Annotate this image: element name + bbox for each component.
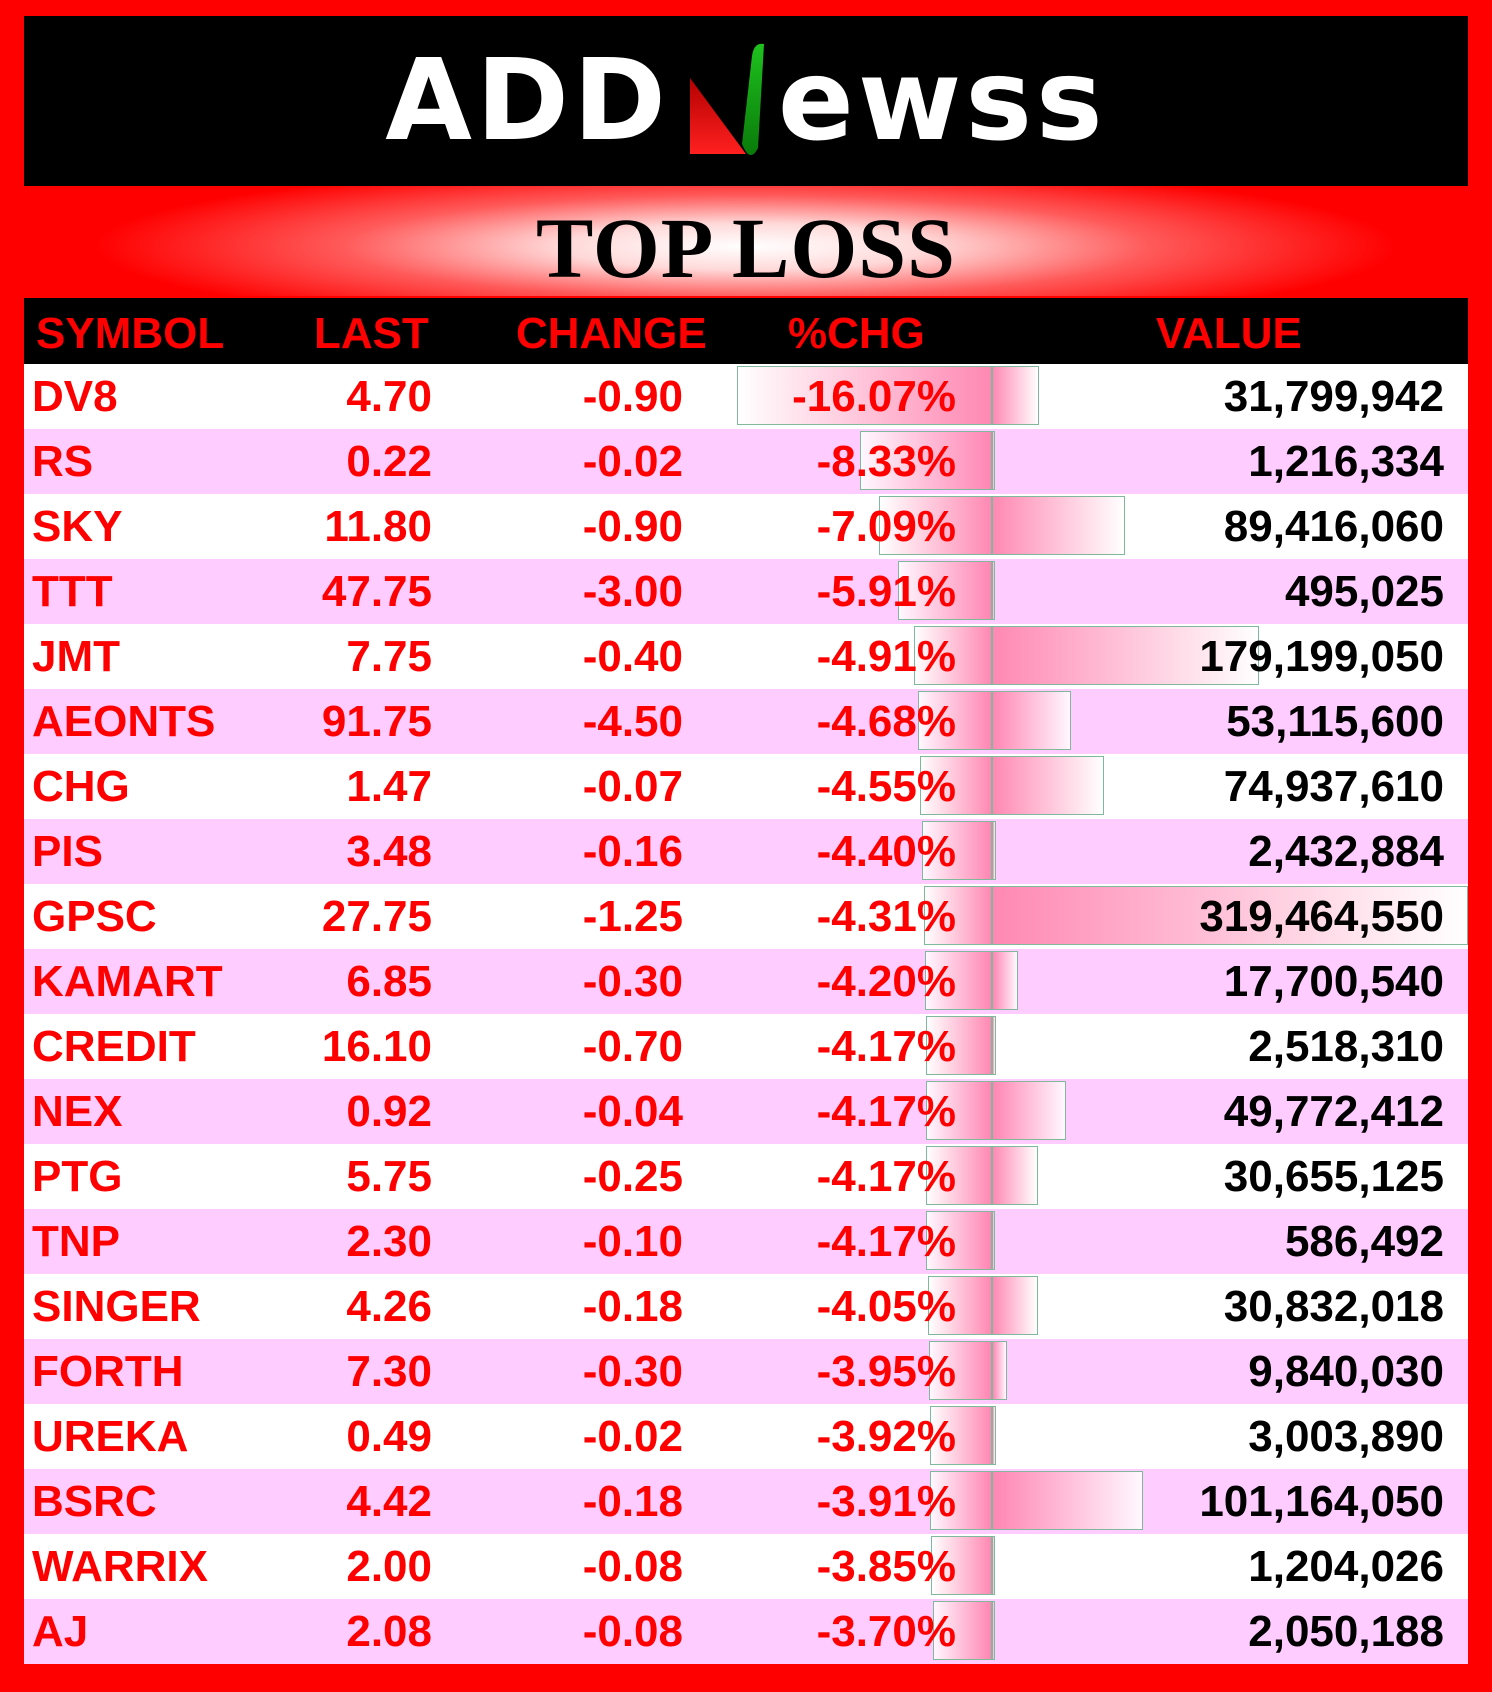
last-price-cell: 4.42 [346,1477,432,1526]
value-cell: 101,164,050 [1199,1477,1444,1526]
symbol-cell: DV8 [32,372,118,421]
table-row [24,1274,1468,1339]
symbol-cell: NEX [32,1087,123,1136]
value-cell: 3,003,890 [1248,1412,1444,1461]
value-cell: 9,840,030 [1248,1347,1444,1396]
logo-n-mark-icon [672,36,776,166]
change-cell: -0.18 [582,1282,683,1331]
table-row [24,1144,1468,1209]
symbol-cell: JMT [32,632,120,681]
last-price-cell: 6.85 [346,957,432,1006]
pct-change-cell: -8.33% [816,437,956,486]
value-cell: 30,655,125 [1223,1152,1444,1201]
value-bar [992,1601,995,1660]
value-bar [992,1471,1143,1530]
table-row [24,1209,1468,1274]
pct-change-cell: -4.31% [816,892,956,941]
last-price-cell: 2.00 [346,1542,432,1591]
value-cell: 1,216,334 [1248,437,1444,486]
last-price-cell: 0.49 [346,1412,432,1461]
symbol-cell: PTG [32,1152,123,1201]
value-cell: 30,832,018 [1223,1282,1444,1331]
table-header [24,298,1468,364]
value-cell: 2,518,310 [1248,1022,1444,1071]
table-row [24,754,1468,819]
table-row [24,1339,1468,1404]
table-row [24,624,1468,689]
symbol-cell: BSRC [32,1477,157,1526]
table-row [24,1014,1468,1079]
symbol-cell: UREKA [32,1412,189,1461]
brand-logo [385,36,1106,166]
change-cell: -0.07 [582,762,683,811]
last-price-cell: 0.92 [346,1087,432,1136]
logo-text-right: ewss [777,36,1107,166]
value-bar [992,1276,1038,1335]
symbol-cell: TNP [32,1217,120,1266]
value-cell: 31,799,942 [1223,372,1444,421]
last-price-cell: 7.75 [346,632,432,681]
change-cell: -0.02 [582,437,683,486]
change-cell: -0.90 [582,372,683,421]
pct-change-cell: -4.40% [816,827,956,876]
change-cell: -3.00 [582,567,683,616]
pct-change-cell: -3.70% [816,1607,956,1656]
value-bar [992,951,1018,1010]
value-bar [992,366,1039,425]
symbol-cell: CREDIT [32,1022,196,1071]
last-price-cell: 0.22 [346,437,432,486]
value-bar [992,561,995,620]
header-pct: %CHG [788,309,925,358]
symbol-cell: SINGER [32,1282,201,1331]
change-cell: -1.25 [582,892,683,941]
value-bar [992,1211,995,1270]
change-cell: -0.18 [582,1477,683,1526]
change-cell: -0.25 [582,1152,683,1201]
last-price-cell: 2.30 [346,1217,432,1266]
last-price-cell: 4.70 [346,372,432,421]
symbol-cell: AEONTS [32,697,216,746]
pct-change-cell: -4.91% [816,632,956,681]
last-price-cell: 1.47 [346,762,432,811]
last-price-cell: 7.30 [346,1347,432,1396]
pct-change-cell: -4.55% [816,762,956,811]
value-bar [992,1081,1066,1140]
pct-change-cell: -4.68% [816,697,956,746]
table-row [24,494,1468,559]
last-price-cell: 2.08 [346,1607,432,1656]
change-cell: -0.30 [582,1347,683,1396]
table-row [24,429,1468,494]
value-cell: 49,772,412 [1223,1087,1444,1136]
header-value: VALUE [1156,309,1302,358]
change-cell: -0.08 [582,1607,683,1656]
symbol-cell: KAMART [32,957,223,1006]
symbol-cell: GPSC [32,892,157,941]
change-cell: -0.08 [582,1542,683,1591]
logo-text-left: ADD [385,36,670,166]
pct-change-cell: -4.17% [816,1087,956,1136]
value-bar [992,496,1125,555]
pct-change-cell: -16.07% [792,372,956,421]
value-cell: 179,199,050 [1199,632,1444,681]
pct-change-cell: -5.91% [816,567,956,616]
change-cell: -0.40 [582,632,683,681]
table-row [24,949,1468,1014]
last-price-cell: 91.75 [321,697,432,746]
last-price-cell: 27.75 [321,892,432,941]
last-price-cell: 11.80 [324,502,432,551]
header-symbol: SYMBOL [36,309,225,358]
last-price-cell: 47.75 [321,567,432,616]
value-bar [992,1016,996,1075]
change-cell: -0.30 [582,957,683,1006]
last-price-cell: 3.48 [346,827,432,876]
symbol-cell: RS [32,437,94,486]
table-row [24,1079,1468,1144]
value-cell: 1,204,026 [1248,1542,1444,1591]
value-cell: 495,025 [1284,567,1444,616]
value-cell: 319,464,550 [1199,892,1444,941]
table-row [24,1534,1468,1599]
value-bar [992,431,995,490]
symbol-cell: WARRIX [32,1542,208,1591]
value-cell: 586,492 [1284,1217,1444,1266]
symbol-cell: SKY [32,502,123,551]
pct-change-cell: -7.09% [816,502,956,551]
page-title: TOP LOSS [536,200,956,296]
change-cell: -0.70 [582,1022,683,1071]
pct-change-cell: -3.92% [816,1412,956,1461]
table-row [24,819,1468,884]
loss-table [24,298,1468,1690]
pct-change-cell: -3.85% [816,1542,956,1591]
table-row [24,884,1468,949]
symbol-cell: CHG [32,762,130,811]
header-change: CHANGE [516,309,707,358]
value-cell: 17,700,540 [1223,957,1444,1006]
change-cell: -0.10 [582,1217,683,1266]
value-bar [992,691,1071,750]
value-bar [992,756,1104,815]
value-cell: 2,050,188 [1248,1607,1444,1656]
value-bar [992,821,996,880]
value-cell: 89,416,060 [1223,502,1444,551]
change-cell: -0.04 [582,1087,683,1136]
last-price-cell: 16.10 [321,1022,432,1071]
symbol-cell: TTT [32,567,113,616]
change-cell: -0.90 [582,502,683,551]
last-price-cell: 5.75 [346,1152,432,1201]
table-row [24,364,1468,429]
table-row [24,1469,1468,1534]
title-band [24,186,1468,296]
change-cell: -0.16 [582,827,683,876]
pct-change-cell: -3.95% [816,1347,956,1396]
change-cell: -4.50 [582,697,683,746]
last-price-cell: 4.26 [346,1282,432,1331]
value-bar [992,1536,995,1595]
value-bar [992,1146,1038,1205]
value-cell: 2,432,884 [1248,827,1444,876]
change-cell: -0.02 [582,1412,683,1461]
table-row [24,559,1468,624]
table-row [24,1404,1468,1469]
pct-change-cell: -3.91% [816,1477,956,1526]
pct-change-cell: -4.17% [816,1217,956,1266]
pct-change-cell: -4.05% [816,1282,956,1331]
value-cell: 53,115,600 [1226,697,1444,746]
pct-change-cell: -4.17% [816,1022,956,1071]
value-bar [992,1341,1007,1400]
table-row [24,689,1468,754]
symbol-cell: FORTH [32,1347,184,1396]
table-row [24,1599,1468,1664]
header-last: LAST [314,309,429,358]
symbol-cell: AJ [32,1607,89,1656]
value-cell: 74,937,610 [1223,762,1444,811]
value-bar [992,1406,996,1465]
pct-change-cell: -4.17% [816,1152,956,1201]
logo-band [24,16,1468,186]
symbol-cell: PIS [32,827,103,876]
pct-change-cell: -4.20% [816,957,956,1006]
